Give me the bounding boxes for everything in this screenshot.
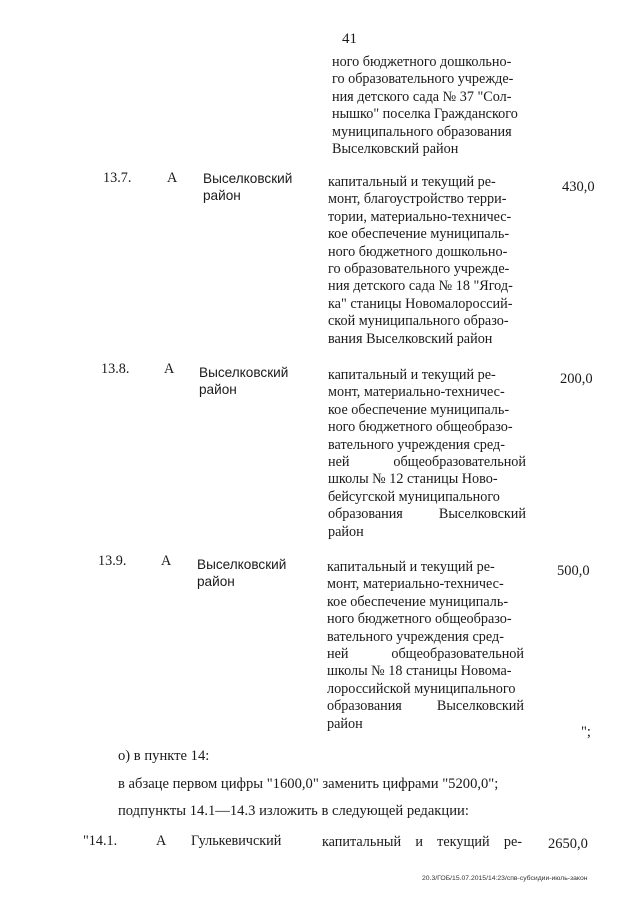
row-number: 13.7. xyxy=(103,170,132,186)
desc-word: ней xyxy=(327,646,349,663)
desc-line: капитальный и текущий ре- xyxy=(328,174,496,190)
desc-word: образования xyxy=(328,506,403,523)
desc-word: Выселковский xyxy=(436,698,524,715)
desc-line: муниципального образования xyxy=(332,123,512,140)
district-line: Выселковский xyxy=(197,557,287,572)
row-description xyxy=(322,834,522,851)
desc-line-justified xyxy=(328,454,526,471)
desc-line: нышко" поселка Гражданского xyxy=(332,106,518,123)
desc-line: монт, материально-техничес- xyxy=(328,384,505,401)
closing-quote-mark: "; xyxy=(581,724,591,740)
desc-line: ской муниципального образо- xyxy=(328,313,509,330)
desc-word: ре- xyxy=(503,834,522,850)
paragraph: подпункты 14.1—14.3 изложить в следующей редакции: xyxy=(118,803,469,819)
row-amount: 200,0 xyxy=(560,371,593,387)
desc-line: кое обеспечение муниципаль- xyxy=(328,226,510,243)
row-amount: 430,0 xyxy=(562,179,595,195)
desc-line: тории, материально-техничес- xyxy=(328,208,512,225)
row-district xyxy=(197,556,286,590)
desc-line: ния детского сада № 18 "Ягод- xyxy=(328,278,513,295)
desc-word: капитальный xyxy=(322,834,402,850)
desc-line: монт, благоустройство терри- xyxy=(328,191,507,208)
row-number: "14.1. xyxy=(83,833,118,849)
row-description xyxy=(328,174,528,348)
desc-line: вания Выселковский район xyxy=(328,330,493,347)
desc-line: школы № 12 станицы Ново- xyxy=(328,471,498,488)
desc-line: район xyxy=(328,523,364,540)
row-letter: А xyxy=(164,361,175,377)
district-line: район xyxy=(203,188,241,203)
row-letter: А xyxy=(156,833,167,849)
desc-line: го образовательного учрежде- xyxy=(332,71,514,88)
desc-line: ния детского сада № 37 "Сол- xyxy=(332,88,512,105)
desc-line: школы № 18 станицы Новома- xyxy=(327,663,512,680)
desc-line: ного бюджетного дошкольно- xyxy=(328,243,508,260)
desc-word: образования xyxy=(327,698,402,715)
desc-line: вательного учреждения сред- xyxy=(328,436,505,453)
row-amount: 2650,0 xyxy=(548,836,588,852)
desc-line-justified xyxy=(327,646,524,663)
desc-line: вательного учреждения сред- xyxy=(327,628,504,645)
row-amount: 500,0 xyxy=(557,563,590,579)
desc-line: монт, материально-техничес- xyxy=(327,576,504,593)
row-letter: А xyxy=(161,553,172,569)
continuation-description xyxy=(332,54,530,158)
desc-word: общеобразовательной xyxy=(391,646,524,663)
district-line: район xyxy=(197,574,235,589)
district-line: Выселковский xyxy=(199,365,289,380)
paragraph: о) в пункте 14: xyxy=(118,748,210,764)
desc-line: кое обеспечение муниципаль- xyxy=(327,593,509,610)
desc-line: капитальный и текущий ре- xyxy=(328,367,496,383)
row-district: Гулькевичский xyxy=(191,833,282,849)
desc-word: общеобразовательной xyxy=(393,454,526,471)
desc-line-justified xyxy=(322,834,522,851)
desc-line: Выселковский район xyxy=(332,141,459,158)
desc-word: Выселковский xyxy=(438,506,526,523)
desc-line-justified xyxy=(328,506,526,523)
district-line: Выселковский xyxy=(203,171,293,186)
desc-word: текущий xyxy=(437,834,490,850)
desc-line: район xyxy=(327,715,363,732)
row-district xyxy=(199,364,288,398)
footer-stamp: 20.3/ГОБ/15.07.2015/14:23/спв-субсидии-июль-закон xyxy=(422,875,588,882)
row-number: 13.9. xyxy=(98,553,127,569)
desc-word: и xyxy=(415,834,423,850)
row-description xyxy=(327,559,524,733)
desc-line: ного бюджетного общеобразо- xyxy=(327,611,512,628)
row-description xyxy=(328,367,526,541)
page-number: 41 xyxy=(342,31,357,47)
row-letter: А xyxy=(167,170,178,186)
desc-line: кое обеспечение муниципаль- xyxy=(328,401,510,418)
desc-line: го образовательного учрежде- xyxy=(328,261,510,278)
desc-line: ного бюджетного общеобразо- xyxy=(328,419,513,436)
desc-line: ного бюджетного дошкольно- xyxy=(332,54,512,70)
desc-word: ней xyxy=(328,454,350,471)
row-district xyxy=(203,170,292,204)
desc-line: капитальный и текущий ре- xyxy=(327,559,495,575)
paragraph: в абзаце первом цифры "1600,0" заменить цифрами "5200,0"; xyxy=(118,776,499,792)
desc-line-justified xyxy=(327,698,524,715)
desc-line: ка" станицы Новомалороссий- xyxy=(328,295,513,312)
row-number: 13.8. xyxy=(101,361,130,377)
district-line: район xyxy=(199,382,237,397)
desc-line: лороссийской муниципального xyxy=(327,680,516,697)
desc-line: бейсугской муниципального xyxy=(328,488,500,505)
